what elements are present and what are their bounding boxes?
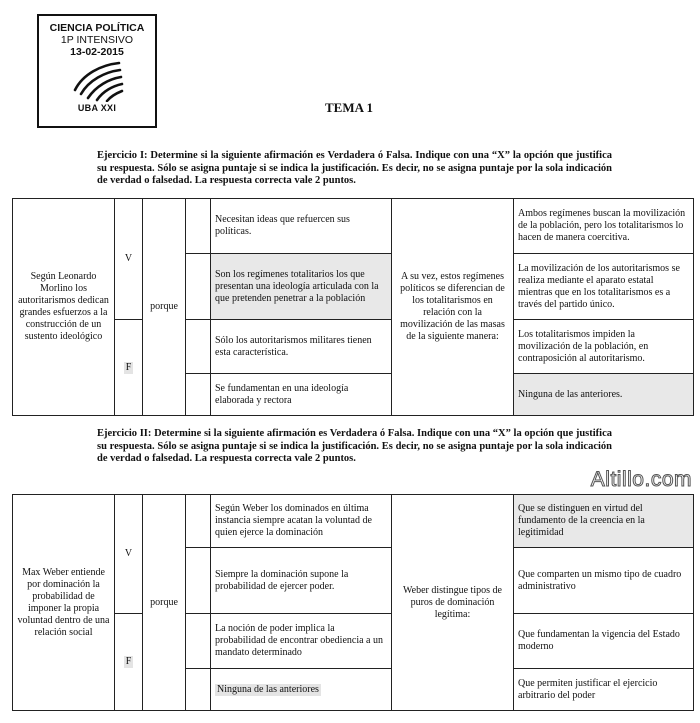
exercise-1-option-b: Son los regímenes totalitarios los que presentan una ideología articulada con la que pretenden penetrar a la población: [211, 254, 392, 320]
exercise-1-right-option-a[interactable]: Ambos regímenes buscan la movilización de la población, pero los totalitarismos lo hacen de manera coercitiva.: [514, 199, 694, 254]
exercise-2-option-c: La noción de poder implica la probabilidad de encontrar obediencia a un mandato determinado: [211, 614, 392, 669]
exercise-2-right-option-c[interactable]: Que fundamentan la vigencia del Estado moderno: [514, 614, 694, 669]
altillo-watermark: Altillo.com: [590, 468, 692, 491]
exercise-2-false-option[interactable]: [115, 614, 143, 711]
exercise-2-statement: Max Weber entiende por dominación la probabilidad de imponer la propia voluntad dentro de una relación social: [13, 495, 115, 711]
exercise-2-right-option-a[interactable]: Que se distinguen en virtud del fundamento de la creencia en la legitimidad: [514, 495, 694, 548]
exercise-2-true-option[interactable]: V: [115, 495, 143, 614]
logo-exam-type: 1P INTENSIVO: [60, 34, 134, 46]
exercise-2-option-d: [211, 669, 392, 711]
exercise-2-right-option-d[interactable]: Que permiten justificar el ejercicio arbitrario del poder: [514, 669, 694, 711]
exercise-1-true-option[interactable]: V: [115, 199, 143, 320]
logo-exam-date: 13-02-2015: [70, 46, 124, 58]
exercise-2-checkbox-a[interactable]: [186, 495, 211, 548]
exercise-2-middle-text: Weber distingue tipos de puros de dominación legítima:: [392, 495, 514, 711]
exam-theme-title: TEMA 1: [325, 100, 374, 115]
exercise-2-option-a: Según Weber los dominados en última instancia siempre acatan la voluntad de quien ejerce la dominación: [211, 495, 392, 548]
exercise-1-option-c: Sólo los autoritarismos militares tienen esta característica.: [211, 320, 392, 374]
exercise-2-right-option-b[interactable]: Que comparten un mismo tipo de cuadro administrativo: [514, 548, 694, 614]
exercise-1-right-option-c[interactable]: Los totalitarismos impiden la movilización de la población, en contraposición al autoritarismo.: [514, 320, 694, 374]
logo-course-name: CIENCIA POLÍTICA: [49, 22, 145, 34]
exercise-2-false-label: F: [125, 656, 132, 667]
exercise-1-false-option[interactable]: [115, 320, 143, 416]
exercise-1-table: [12, 198, 694, 416]
uba-xxi-swirl-icon: [67, 60, 127, 102]
course-logo-box: [37, 14, 157, 128]
exercise-1-option-d: Se fundamentan en una ideología elaborada y rectora: [211, 374, 392, 416]
exercise-1-statement: Según Leonardo Morlino los autoritarismos dedican grandes esfuerzos a la construcción de un sustento ideológico: [13, 199, 115, 416]
exercise-1-option-a: Necesitan ideas que refuercen sus políticas.: [211, 199, 392, 254]
exercise-1-false-label: F: [125, 361, 132, 373]
exercise-1-middle-text: A su vez, estos regímenes políticos se diferencian de los totalitarismos en relación con la movilización de las masas de la siguiente manera:: [392, 199, 514, 416]
exercise-1-right-option-b[interactable]: La movilización de los autoritarismos se realiza mediante el aparato estatal mientras que en los totalitarismos es a través del partido único.: [514, 254, 694, 320]
exercise-1-porque-label: porque: [143, 199, 186, 416]
exercise-2-checkbox-c[interactable]: [186, 614, 211, 669]
logo-brand: UBA XXI: [77, 103, 117, 113]
exercise-1-checkbox-c[interactable]: [186, 320, 211, 374]
exercise-1-checkbox-a[interactable]: [186, 199, 211, 254]
exercise-2-checkbox-d[interactable]: [186, 669, 211, 711]
exercise-1-checkbox-d[interactable]: [186, 374, 211, 416]
exercise-2-table: [12, 494, 694, 711]
exercise-1-instructions: Ejercicio I: Determine si la siguiente afirmación es Verdadera ó Falsa. Indique con una “X” la opción que justifica su respuesta. Sólo se asigna puntaje si se indica la justificación. Es decir, no se asigna puntaje por la sola indicación de verdad o falsedad. La respuesta correcta vale 2 puntos.: [97, 150, 612, 186]
exercise-2-option-b: Siempre la dominación supone la probabilidad de ejercer poder.: [211, 548, 392, 614]
exercise-2-instructions: Ejercicio II: Determine si la siguiente afirmación es Verdadera ó Falsa. Indique con una “X” la opción que justifica su respuesta. Sólo se asigna puntaje si se indica la justificación. Es decir, no se asigna puntaje por la sola indicación de verdad o falsedad. La respuesta correcta vale 2 puntos.: [97, 428, 612, 464]
exercise-2-option-d-text: Ninguna de las anteriores: [217, 683, 319, 695]
exercise-1-checkbox-b[interactable]: [186, 254, 211, 320]
exercise-2-porque-label: porque: [143, 495, 186, 711]
exercise-1-right-option-d[interactable]: Ninguna de las anteriores.: [514, 374, 694, 416]
exercise-2-checkbox-b[interactable]: [186, 548, 211, 614]
